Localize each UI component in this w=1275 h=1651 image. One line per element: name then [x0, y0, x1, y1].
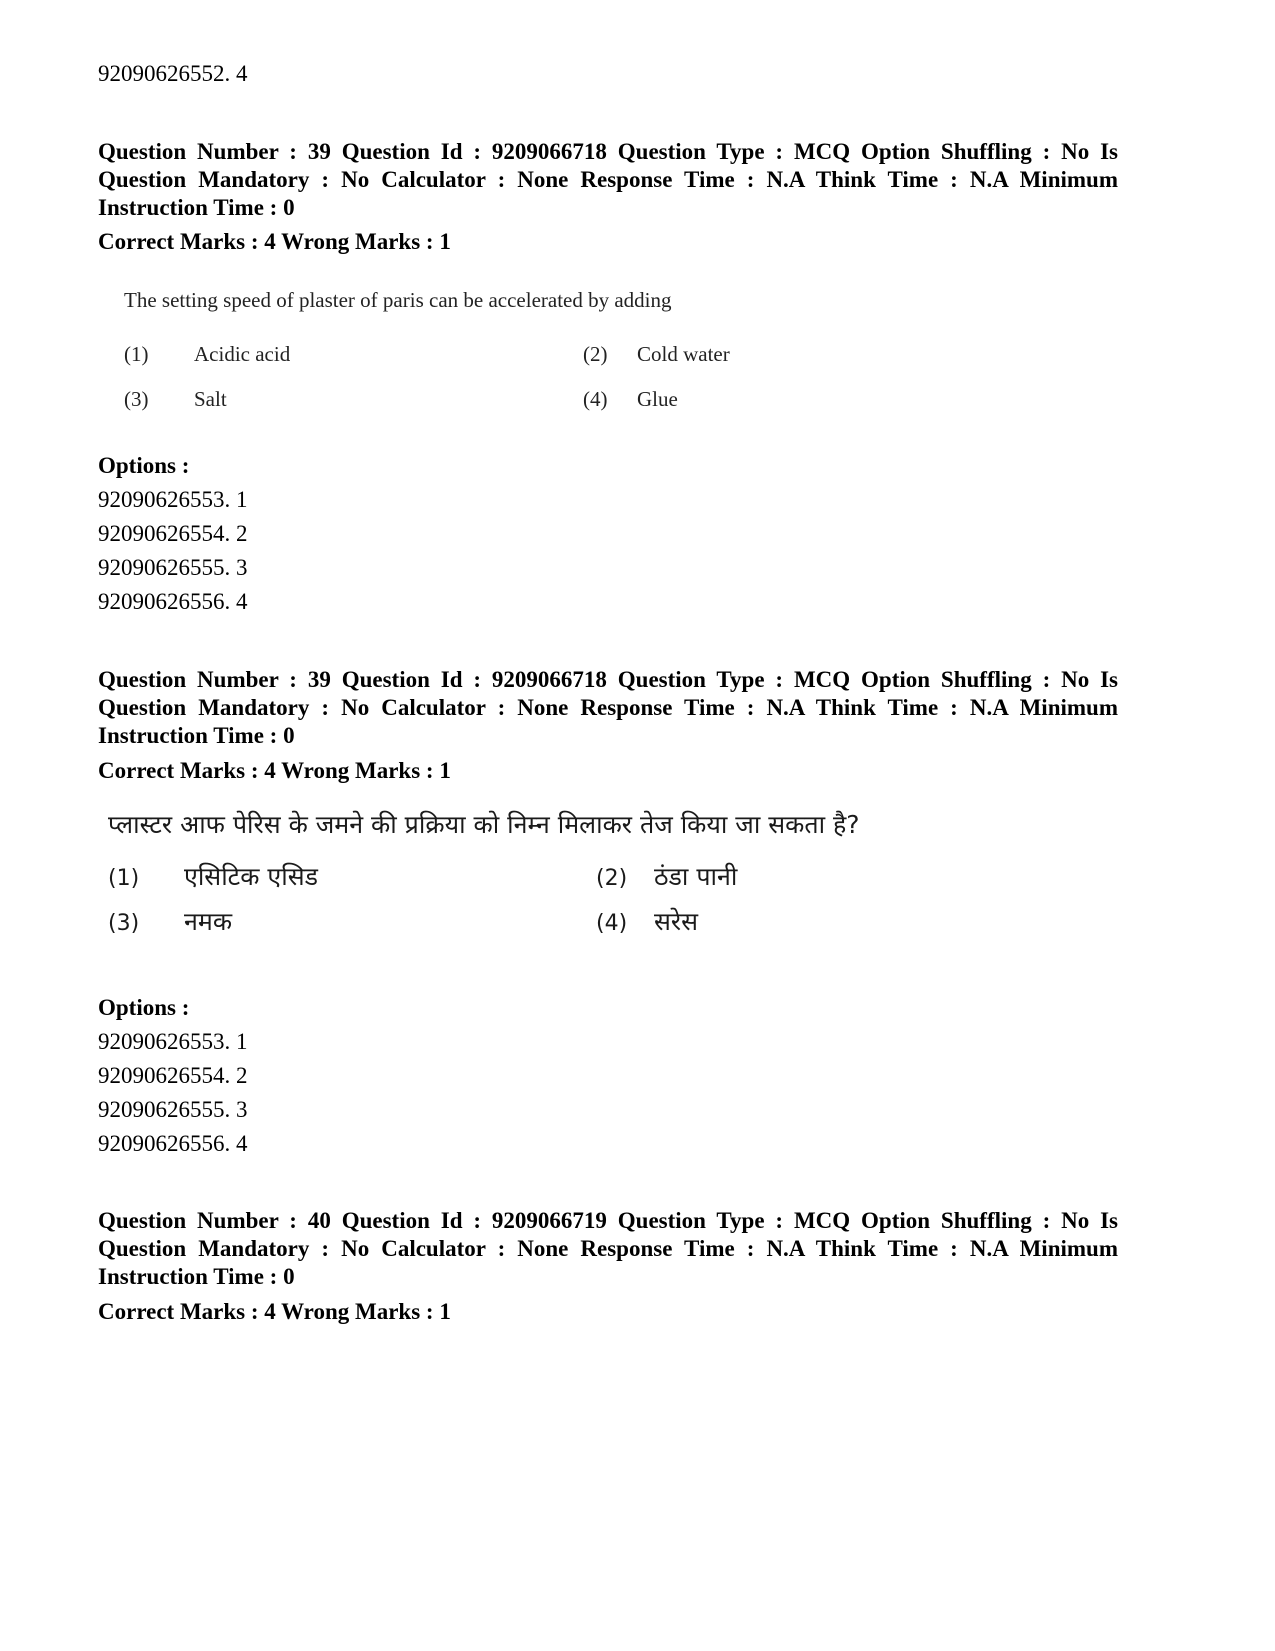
option-line: 92090626553. 1	[98, 1029, 248, 1054]
question-text: The setting speed of plaster of paris can be accelerated by adding	[124, 288, 672, 312]
question-header: Question Number : 39 Question Id : 9209066718 Question Type : MCQ Option Shuffling : No Is Question Mandatory : No Calculator : None Response Time : N.A Think Time : N.A Minimum Instruction Time : 0	[98, 139, 1118, 220]
choice-text: ठंडा पानी	[654, 862, 738, 891]
choice-number: (1)	[108, 866, 140, 891]
choice-number: (4)	[583, 387, 608, 411]
choice-text: Salt	[194, 387, 227, 411]
choice-text: एसिटिक एसिड	[184, 862, 318, 891]
choice-number: (2)	[596, 866, 628, 891]
choice-text: सरेस	[654, 907, 699, 936]
choice-number: (3)	[108, 911, 140, 936]
choice-number: (2)	[583, 342, 608, 366]
previous-option-line: 92090626552. 4	[98, 61, 248, 86]
choice-text: नमक	[184, 907, 233, 936]
choice-text: Acidic acid	[194, 342, 291, 366]
option-line: 92090626555. 3	[98, 1097, 248, 1122]
option-line: 92090626554. 2	[98, 1063, 248, 1088]
marks-line: Correct Marks : 4 Wrong Marks : 1	[98, 229, 451, 254]
option-line: 92090626555. 3	[98, 555, 248, 580]
option-line: 92090626556. 4	[98, 589, 248, 614]
question-header: Question Number : 39 Question Id : 9209066718 Question Type : MCQ Option Shuffling : No Is Question Mandatory : No Calculator : None Response Time : N.A Think Time : N.A Minimum Instruction Time : 0	[98, 667, 1118, 748]
marks-line: Correct Marks : 4 Wrong Marks : 1	[98, 1299, 451, 1324]
choice-text: Cold water	[637, 342, 730, 366]
question-text: प्लास्टर आफ पेरिस के जमने की प्रक्रिया को निम्न मिलाकर तेज किया जा सकता है?	[108, 810, 860, 839]
option-line: 92090626553. 1	[98, 487, 248, 512]
option-line: 92090626556. 4	[98, 1131, 248, 1156]
options-label: Options :	[98, 453, 190, 478]
choice-text: Glue	[637, 387, 678, 411]
choice-number: (3)	[124, 387, 149, 411]
option-line: 92090626554. 2	[98, 521, 248, 546]
options-label: Options :	[98, 995, 190, 1020]
choice-number: (4)	[596, 911, 628, 936]
marks-line: Correct Marks : 4 Wrong Marks : 1	[98, 758, 451, 783]
choice-number: (1)	[124, 342, 149, 366]
question-header: Question Number : 40 Question Id : 9209066719 Question Type : MCQ Option Shuffling : No Is Question Mandatory : No Calculator : None Response Time : N.A Think Time : N.A Minimum Instruction Time : 0	[98, 1208, 1118, 1289]
